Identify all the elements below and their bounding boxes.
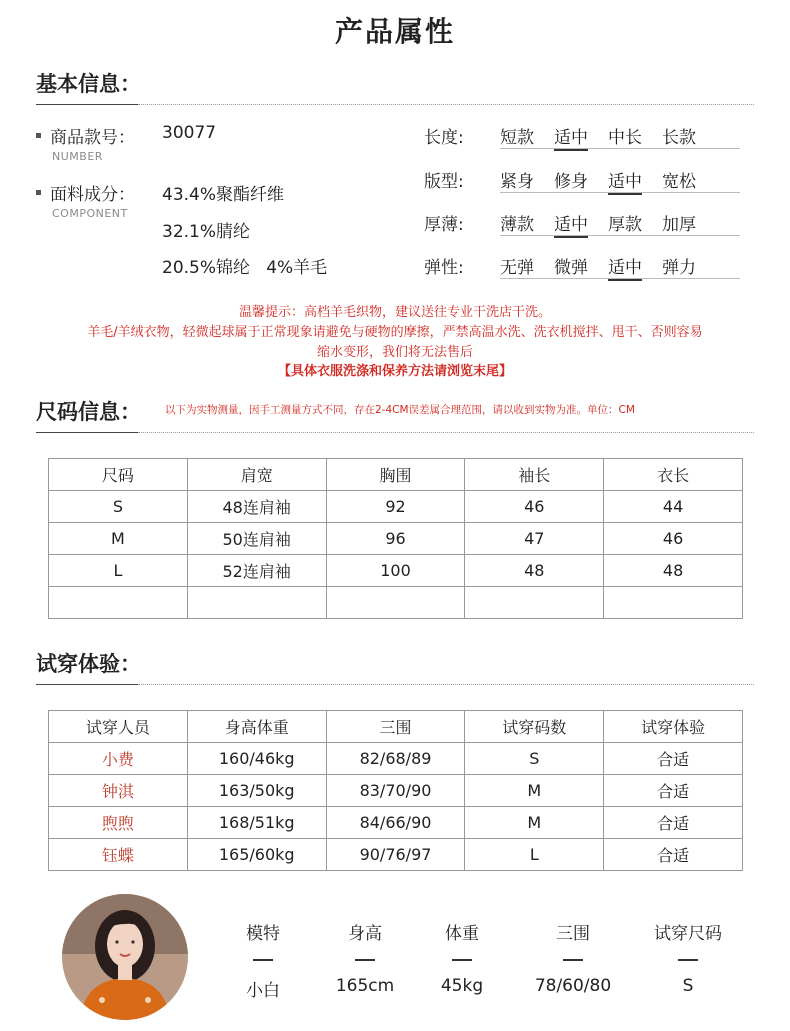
attribute-option: 短款 (500, 128, 534, 148)
care-notice-line: 羊毛/羊绒衣物，轻微起球属于正常现象请避免与硬物的摩擦，严禁高温水洗、洗衣机搅拌、甩干、否则容易 (87, 325, 703, 340)
table-cell: 96 (326, 523, 465, 555)
table-cell: 82/68/89 (326, 743, 465, 775)
table-cell: 44 (604, 491, 743, 523)
section-divider (36, 684, 138, 685)
table-cell: 47 (465, 523, 604, 555)
attribute-options (500, 167, 740, 193)
attribute-option-selected: 适中 (554, 123, 588, 151)
attribute-label: 弹性: (424, 258, 464, 278)
table-header-cell: 衣长 (604, 459, 743, 491)
table-row (49, 555, 743, 587)
table-header-cell: 三围 (326, 711, 465, 743)
table-cell: 165/60kg (187, 839, 326, 871)
section-divider (36, 432, 138, 433)
table-header-cell: 胸围 (326, 459, 465, 491)
table-cell: 钰蝶 (49, 839, 188, 871)
attribute-options (500, 210, 740, 236)
attribute-option: 修身 (554, 172, 588, 192)
table-cell: 48 (465, 555, 604, 587)
table-cell: 84/66/90 (326, 807, 465, 839)
model-attr-dash (253, 959, 273, 961)
model-attr-value: 45kg (440, 976, 484, 996)
page-title: 产品属性 (334, 15, 455, 48)
model-attr-dash (678, 959, 698, 961)
attribute-option: 紧身 (500, 172, 534, 192)
table-cell (465, 587, 604, 619)
table-row (49, 587, 743, 619)
component-value: 43.4%聚酯纤维 (162, 185, 285, 205)
attribute-option: 弹力 (662, 258, 696, 278)
bullet-icon (36, 190, 41, 195)
component-en-label: COMPONENT (52, 207, 128, 220)
model-attr-value: 165cm (335, 976, 395, 996)
attribute-option-selected: 适中 (608, 167, 642, 195)
table-header-cell: 袖长 (465, 459, 604, 491)
model-attr-label: 身高 (348, 924, 382, 944)
table-cell: 煦煦 (49, 807, 188, 839)
section-divider-dotted (138, 432, 754, 433)
table-cell (187, 587, 326, 619)
attribute-option: 加厚 (662, 215, 696, 235)
section-divider-dotted (138, 104, 754, 105)
measure-note: 以下为实物测量，因手工测量方式不同，存在2-4CM误差属合理范围，请以收到实物为准。单位：CM (165, 404, 635, 416)
table-cell: 小费 (49, 743, 188, 775)
attribute-option: 中长 (608, 128, 642, 148)
number-en-label: NUMBER (52, 150, 103, 163)
care-notice-line: 温馨提示：高档羊毛织物，建议送往专业干洗店干洗。 (238, 305, 551, 320)
table-row (49, 491, 743, 523)
attribute-option-selected: 适中 (608, 253, 642, 281)
table-header-row (49, 459, 743, 491)
care-notice-line: 缩水变形，我们将无法售后 (316, 345, 473, 360)
model-attr-value: 78/60/80 (534, 976, 612, 996)
attribute-label: 厚薄: (424, 215, 464, 235)
table-cell: 160/46kg (187, 743, 326, 775)
table-cell: 90/76/97 (326, 839, 465, 871)
table-row (49, 839, 743, 871)
table-cell: 钟淇 (49, 775, 188, 807)
model-attr-dash (563, 959, 583, 961)
component-value: 32.1%腈纶 (162, 222, 251, 242)
model-attr-label: 模特 (246, 924, 280, 944)
table-header-cell: 身高体重 (187, 711, 326, 743)
table-cell (604, 587, 743, 619)
attribute-option: 微弹 (554, 258, 588, 278)
model-attr-label: 体重 (445, 924, 479, 944)
table-cell: 合适 (604, 743, 743, 775)
attribute-option-selected: 适中 (554, 210, 588, 238)
bullet-icon (36, 133, 41, 138)
model-attr-value: S (682, 976, 694, 996)
component-value: 20.5%锦纶 4%羊毛 (162, 258, 328, 278)
table-cell: 83/70/90 (326, 775, 465, 807)
number-value: 30077 (162, 123, 217, 143)
table-cell: M (49, 523, 188, 555)
table-cell: 50连肩袖 (187, 523, 326, 555)
table-header-cell: 试穿体验 (604, 711, 743, 743)
attribute-option: 厚款 (608, 215, 642, 235)
component-label-text: 面料成分： (50, 185, 135, 205)
component-label (36, 180, 135, 205)
attribute-options (500, 123, 740, 149)
table-header-cell: 尺码 (49, 459, 188, 491)
table-cell (49, 587, 188, 619)
attribute-option: 长款 (662, 128, 696, 148)
table-row (49, 807, 743, 839)
table-cell: 合适 (604, 775, 743, 807)
table-cell: 48 (604, 555, 743, 587)
attribute-baseline (500, 148, 740, 149)
attribute-option: 宽松 (662, 172, 696, 192)
table-cell: 168/51kg (187, 807, 326, 839)
table-cell: L (49, 555, 188, 587)
attribute-option: 无弹 (500, 258, 534, 278)
attribute-baseline (500, 235, 740, 236)
table-cell: 46 (465, 491, 604, 523)
model-attr-label: 三围 (556, 924, 590, 944)
section-divider-dotted (138, 684, 754, 685)
model-attr-dash (452, 959, 472, 961)
attribute-option: 薄款 (500, 215, 534, 235)
table-cell: S (49, 491, 188, 523)
table-row (49, 523, 743, 555)
table-cell (326, 587, 465, 619)
table-row (49, 743, 743, 775)
care-notice-link: 【具体衣服洗涤和保养方法请浏览末尾】 (277, 364, 512, 379)
table-row (49, 775, 743, 807)
table-cell: 46 (604, 523, 743, 555)
model-attr-value: 小白 (246, 981, 280, 1001)
size-table (48, 458, 743, 619)
attribute-label: 长度: (424, 128, 464, 148)
table-cell: 52连肩袖 (187, 555, 326, 587)
section-divider (36, 104, 138, 105)
tryon-table (48, 710, 743, 871)
table-cell: 合适 (604, 839, 743, 871)
table-cell: 合适 (604, 807, 743, 839)
table-header-cell: 肩宽 (187, 459, 326, 491)
table-cell: 163/50kg (187, 775, 326, 807)
table-cell: M (465, 807, 604, 839)
table-header-cell: 试穿人员 (49, 711, 188, 743)
tryon-heading: 试穿体验： (36, 652, 141, 676)
table-cell: L (465, 839, 604, 871)
basic-info-heading: 基本信息： (36, 72, 141, 96)
attribute-label: 版型: (424, 172, 464, 192)
size-info-heading: 尺码信息： (36, 400, 141, 424)
number-label-text: 商品款号： (50, 128, 135, 148)
model-photo (62, 894, 188, 1020)
table-cell: 100 (326, 555, 465, 587)
table-cell: M (465, 775, 604, 807)
table-header-cell: 试穿码数 (465, 711, 604, 743)
number-label (36, 123, 135, 148)
model-avatar (62, 894, 188, 1020)
table-cell: 92 (326, 491, 465, 523)
table-cell: S (465, 743, 604, 775)
table-cell: 48连肩袖 (187, 491, 326, 523)
model-attr-label: 试穿尺码 (654, 924, 722, 944)
attribute-options (500, 253, 740, 279)
model-attr-dash (355, 959, 375, 961)
table-header-row (49, 711, 743, 743)
